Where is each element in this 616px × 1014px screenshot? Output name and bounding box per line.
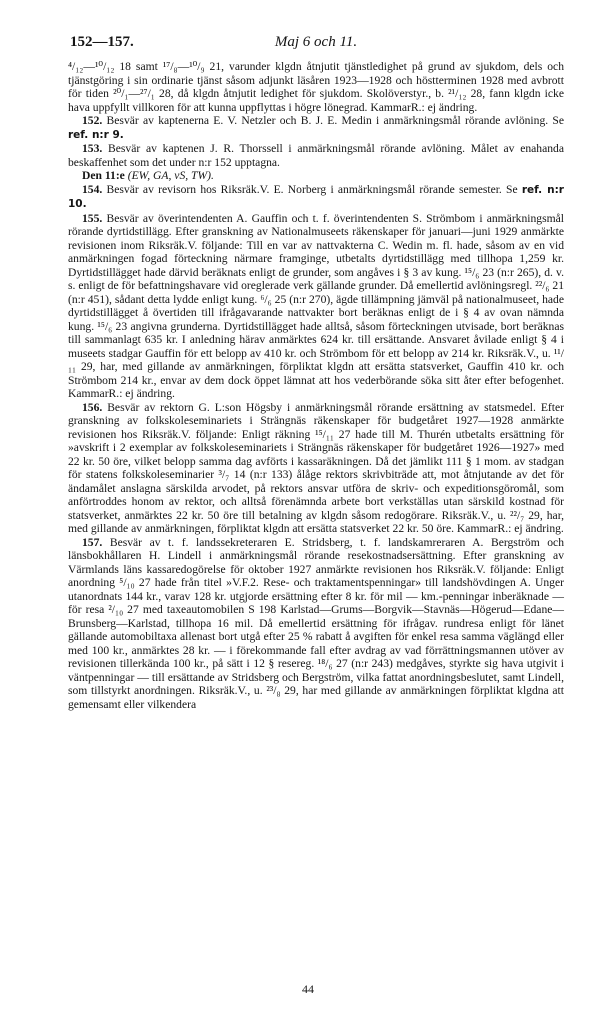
- entry-number: 156.: [82, 400, 103, 414]
- entry-156: [68, 401, 564, 536]
- entry-154: [68, 183, 564, 212]
- judges-list: (EW, GA, vS, TW).: [124, 169, 214, 182]
- entry-text: Besvär av revisorn hos Riksräk.V. E. Norberg i anmärkningsmål rörande semester. Se: [102, 182, 522, 196]
- entry-number: 152.: [82, 114, 103, 127]
- cross-reference: ref. n:r 9.: [68, 128, 124, 141]
- entry-155: [68, 212, 564, 401]
- entry-text: Besvär av överintendenten A. Gauffin och t. f. överintendenten S. Strömbom i anmärkningsmål rörande dyrtidstillägg. Efter granskning av Nationalmuseets räkenskaper för januari—juni 1929 anmärkte revisionen inom Riksräk.V. följande: Till en var av nattvakterna C. Wedin m. fl. hade, såsom av en vid anmärkningen fogad förteckning närmare framginge, utbetalts dyrtidstillägg med tillhopa 1,259 kr. Dyrtidstillägget hade därvid beräknats enligt de grunder, som angåves i § 3 av kung. ¹⁵/₆ 23 (n:r 265), d. v. s. enligt de för befattningshavare vid oreglerade verk gällande grunder. Då emellertid avlöningsregl. ²²/₆ 21 (n:r 451), sådant detta lydde enligt kung. ⁶/₆ 25 (n:r 270), ägde tillämpning jämväl på nationalmuseet, hade dyrtidstillägget å övertiden till ifrågavarande nattvakter bort beräknas enligt de i § 4 av ovan nämnda kung. ¹⁵/₆ 23 angivna grunderna. Dyrtidstillägget hade alltså, såsom förteckningen utvisade, bort beräknas till sammanlagt 635 kr. I anledning härav anmärktes 624 kr. till ersättande. Ansvaret åvilade enligt § 4 i museets stadgar Gauffin för ett belopp av 410 kr. och Strömbom för ett belopp av 214 kr. Riksräk.V., u. ¹¹/₁₁ 29, har, med gillande av anmärkningen, förpliktat klgdn att ersätta statsverket, Gauffin 410 kr. och Strömbom 214 kr., envar av dem dock öppet lämnat att hos vederbörande söka sitt åter efter befogenhet. KammarR.: ej ändring.: [68, 211, 564, 400]
- date-label: Den 11:e: [82, 169, 125, 182]
- date-subheading: [68, 169, 564, 183]
- page-header: [68, 34, 564, 60]
- entry-153: [68, 142, 564, 169]
- section-range: 152—157.: [70, 34, 134, 50]
- entry-number: 157.: [82, 535, 103, 549]
- entry-number: 153.: [82, 142, 103, 155]
- continued-paragraph: ⁴/₁₂—¹⁰/₁₂ 18 samt ¹⁷/₈—¹⁰/₉ 21, varunder klgdn åtnjutit tjänstledighet på grund av sjukdom, dels och tjänstgöring i sin ordinarie tjänst såsom adjunkt läsåren 1923—1928 och höstterminen 1928 med avbrott för tiden ²⁰/₁—²⁷/₁ 28, då klgdn åtnjutit ledighet för sjukdom. Skolöverstyr., b. ²¹/₁₂ 28, fann klgdn icke hava uppfyllt villkoren för att kunna uppflyttas i högre lönegrad. KammarR.: ej ändring.: [68, 60, 564, 114]
- entry-number: 154.: [82, 182, 103, 196]
- entry-text: Besvär av rektorn G. L:son Högsby i anmärkningsmål rörande ersättning av statsmedel. Efter granskning av folkskoleseminariets i Strängnäs räkenskaper för budgetåret 1927—1928 anmärkte revisionen hos Riksräk.V. följande: Enligt räkning ¹⁵/₁₁ 27 hade till M. Thurén utbetalts ersättning för »avskrift i 2 exemplar av folkskoleseminariets i Strängnäs räkenskaper för budgetåret 1926—1927» med 22 kr. 50 öre, vilket belopp samma dag avförts i kassaräkningen. Då det jämlikt 111 § 1 mom. av stadgan för statens folkskoleseminarier ³/₇ 14 (n:r 133) ålåge rektors skrivbiträde att, mot åtnjutande av det för ändamålet anslagna särskilda arvodet, på rektors ansvar utföra de skriv- och expeditionsgöromål, som anförtroddes honom av rektor, och alltså förenämnda arbete bort verkställas utan särskild kostnad för statsverket, anmärktes 22 kr. 50 öre till betalning av klgdn såsom redogörare. Riksräk.V., u. ²²/₇ 29, har, med gillande av anmärkningen, förpliktat klgdn att ersätta statsverket 22 kr. 50 öre. KammarR.: ej ändring.: [68, 400, 564, 535]
- entry-152: [68, 114, 564, 142]
- entry-text: Besvär av t. f. landssekreteraren E. Stridsberg, t. f. landskamreraren A. Bergström och länsbokhållaren H. Lindell i anmärkningsmål rörande resekostnadsersättning. Efter granskning av Värmlands läns kassaredogörelse för oktober 1927 anmärkte revisionen hos Riksräk.V. följande: Enligt anordning ⁵/₁₀ 27 hade från titel »V.F.2. Rese- och traktamentspenningar» till landshövdingen A. Unger utanordnats 144 kr., varav 128 kr. utgjorde ersättning efter 8 kr. för mil — km.-penningar inberäknade — för resa ²/₁₀ 27 med taxeautomobilen S 198 Karlstad—Grums—Borgvik—Stavnäs—Högerud—Edane—Brunsberg—Karlstad, tillhopa 16 mil. Då emellertid ersättning för ifrågav. rundresa enligt för länet gällande automobiltaxa allenast bort utgå efter 25 % rabatt å avgiften för enkel resa samma väglängd eller med 100 kr., anmärktes 28 kr. — i förekommande fall efter avdrag av vad förrättningsmannen utöver av revisionen tillerkända 100 kr., på sätt i 12 § resereg. ¹⁸/₆ 27 (n:r 243) medgåves, styrkte sig hava utgivit i väntpenningar — till ersättande av Stridsberg och Bergström, vilka fattat anordningsbeslutet, samt Lindell, som tillstyrkt anordningen. Riksräk.V., u. ²³/₈ 29, har med gillande av anmärkningen förpliktat klgdna att gemensamt eller vilkendera: [68, 535, 564, 711]
- page-number: 44: [302, 982, 314, 996]
- entry-157: [68, 536, 564, 712]
- running-title: Maj 6 och 11.: [274, 34, 358, 50]
- entry-text: Besvär av kaptenerna E. V. Netzler och B. J. E. Medin i anmärkningsmål rörande avlöning. Se: [102, 114, 564, 127]
- cross-reference: ref. n:r 10.: [68, 183, 564, 210]
- entry-text: Besvär av kaptenen J. R. Thorssell i anmärkningsmål rörande avlöning. Målet av enahanda beskaffenhet som det under n:r 152 upptagna.: [68, 142, 564, 169]
- body-text: [68, 60, 564, 711]
- entry-number: 155.: [82, 211, 103, 225]
